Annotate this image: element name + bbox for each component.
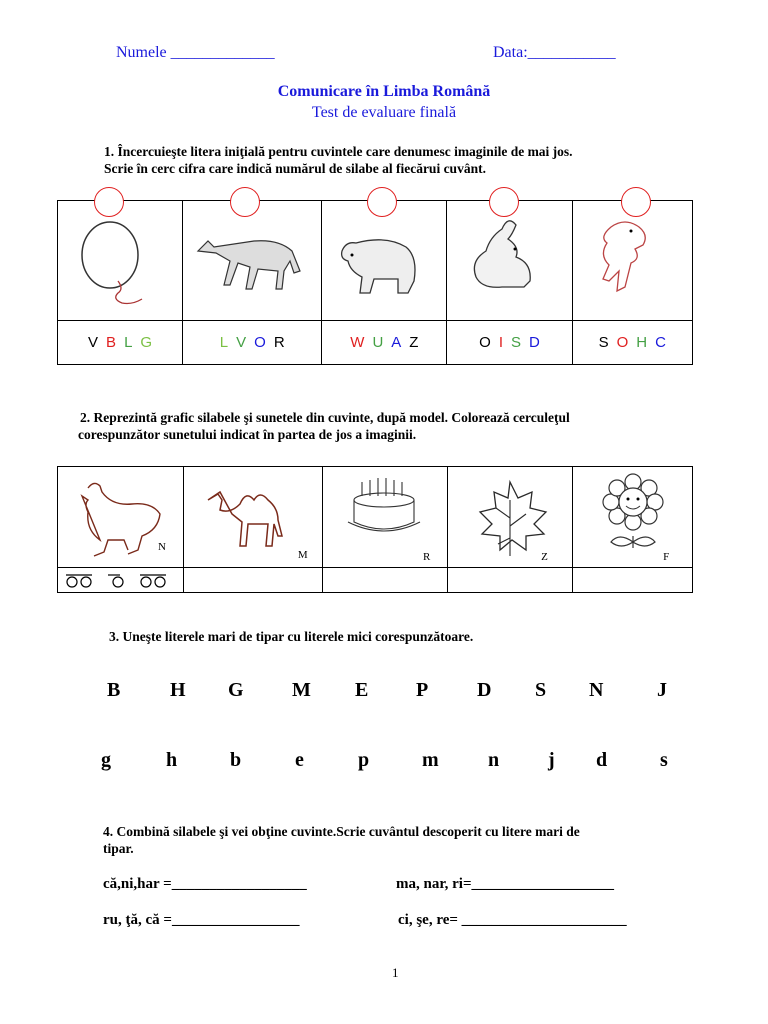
lowercase-letter[interactable]: d: [596, 749, 608, 771]
lowercase-letter[interactable]: s: [660, 749, 668, 771]
page-title: Comunicare în Limba Română: [277, 83, 491, 100]
letter-option[interactable]: H: [636, 334, 648, 351]
letter-option[interactable]: B: [106, 334, 117, 351]
uppercase-letter[interactable]: G: [228, 679, 244, 701]
uppercase-letter[interactable]: S: [535, 679, 547, 701]
flower-image: [593, 470, 673, 550]
ex1-letter-cell: [58, 321, 183, 365]
ex4-instruction: [103, 823, 580, 857]
ex2-instruction: [78, 409, 570, 443]
letter-option[interactable]: A: [391, 334, 402, 351]
bear-image: [322, 211, 432, 311]
syllable-answer-cell[interactable]: [573, 568, 693, 593]
date-field-label: Data:___________: [493, 44, 616, 61]
wolf-image: [183, 211, 308, 311]
letter-option[interactable]: S: [510, 334, 521, 351]
syllable-circle[interactable]: [621, 187, 651, 217]
syllable-answer-cell[interactable]: [323, 568, 448, 593]
sound-letter: R: [423, 551, 431, 563]
ex2-image-cell: [58, 467, 184, 568]
ex2-instruction-line1: 2. Reprezintă grafic silabele şi sunetele din cuvinte, după model. Colorează cerculeţul: [80, 410, 570, 425]
sound-letter: Z: [541, 551, 548, 563]
letter-option[interactable]: U: [372, 334, 384, 351]
letter-option[interactable]: R: [273, 334, 285, 351]
ex2-image-cell: [573, 467, 693, 568]
letter-option[interactable]: W: [350, 334, 365, 351]
letter-option[interactable]: L: [219, 334, 229, 351]
ex1-instruction-line1: 1. Încercuieşte litera iniţială pentru cuvintele care denumesc imaginile de mai jos.: [104, 144, 573, 159]
ex1-letter-cell: [183, 321, 322, 365]
syllable-model: [58, 569, 178, 591]
lowercase-letter[interactable]: h: [166, 749, 178, 771]
sound-letter: F: [663, 551, 670, 563]
uppercase-letter[interactable]: N: [589, 679, 604, 701]
letter-option[interactable]: O: [254, 334, 266, 351]
letter-option[interactable]: V: [236, 334, 247, 351]
letter-option[interactable]: Z: [409, 334, 419, 351]
page-number: 1: [392, 965, 399, 980]
page-subtitle: Test de evaluare finală: [311, 104, 457, 121]
letter-option[interactable]: V: [88, 334, 99, 351]
syllable-circle[interactable]: [94, 187, 124, 217]
letter-option[interactable]: I: [498, 334, 503, 351]
syllable-circle[interactable]: [489, 187, 519, 217]
syllable-circle[interactable]: [367, 187, 397, 217]
lowercase-letter[interactable]: j: [548, 749, 555, 771]
ex2-table: [57, 466, 693, 593]
leaf-image: [465, 472, 555, 562]
ex2-image-cell: [183, 467, 322, 568]
lowercase-letter[interactable]: g: [101, 749, 111, 771]
word-combination-item[interactable]: ru, ţă, că =_________________: [103, 912, 300, 928]
syllable-answer-cell[interactable]: [183, 568, 322, 593]
sound-letter: N: [158, 541, 166, 553]
balloon-image: [58, 211, 168, 311]
lowercase-letter[interactable]: b: [230, 749, 242, 771]
ex1-image-cell: [447, 201, 572, 321]
uppercase-letter[interactable]: J: [657, 679, 667, 701]
ex3-instruction: 3. Uneşte literele mari de tipar cu literele mici corespunzătoare.: [109, 629, 474, 644]
syllable-model-cell: [58, 568, 184, 593]
ex2-instruction-line2: corespunzător sunetului indicat în partea de jos a imaginii.: [78, 427, 417, 442]
camel-image: [198, 470, 308, 565]
ex2-image-cell: [323, 467, 448, 568]
ex1-letter-cell: [572, 321, 692, 365]
uppercase-letter[interactable]: H: [170, 679, 186, 701]
letter-option[interactable]: O: [479, 334, 491, 351]
lowercase-letter[interactable]: m: [422, 749, 439, 771]
letter-option[interactable]: G: [140, 334, 153, 351]
name-field-label: Numele _____________: [116, 44, 275, 61]
lowercase-letter[interactable]: n: [488, 749, 500, 771]
ex2-image-cell: [448, 467, 573, 568]
letter-option[interactable]: D: [529, 334, 540, 351]
syllable-answer-cell[interactable]: [448, 568, 573, 593]
ex1-image-cell: [183, 201, 322, 321]
lowercase-letter[interactable]: p: [358, 749, 370, 771]
word-combination-item[interactable]: că,ni,har =__________________: [103, 876, 307, 892]
letter-option[interactable]: S: [598, 334, 609, 351]
ex1-image-cell: [322, 201, 447, 321]
ex1-image-cell: [572, 201, 692, 321]
uppercase-letter[interactable]: E: [355, 679, 369, 701]
hen-image: [70, 470, 170, 565]
ex1-instruction-line2: Scrie în cerc cifra care indică numărul de silabe al fiecărui cuvânt.: [104, 161, 486, 176]
uppercase-letter[interactable]: D: [477, 679, 492, 701]
letter-option[interactable]: C: [655, 334, 666, 351]
dog-image: [573, 211, 683, 311]
ex1-letter-cell: [322, 321, 447, 365]
ex1-letter-cell: [447, 321, 572, 365]
cake-image: [340, 472, 430, 542]
sound-letter: M: [297, 549, 308, 561]
ex4-instruction-line2: tipar.: [103, 841, 134, 856]
syllable-circle[interactable]: [230, 187, 260, 217]
word-combination-item[interactable]: ci, şe, re= ______________________: [398, 912, 627, 928]
word-combination-item[interactable]: ma, nar, ri=___________________: [396, 876, 614, 892]
uppercase-letter[interactable]: P: [416, 679, 429, 701]
ex1-instruction: [104, 143, 573, 177]
ex1-image-cell: [58, 201, 183, 321]
uppercase-letter[interactable]: M: [292, 679, 311, 701]
letter-option[interactable]: O: [616, 334, 629, 351]
lowercase-letter[interactable]: e: [295, 749, 304, 771]
uppercase-letter[interactable]: B: [107, 679, 121, 701]
rabbit-image: [447, 211, 557, 311]
ex1-table: [57, 200, 693, 365]
ex4-instruction-line1: 4. Combină silabele şi vei obţine cuvinte.Scrie cuvântul descoperit cu litere mari de: [103, 824, 580, 839]
letter-option[interactable]: L: [124, 334, 133, 351]
